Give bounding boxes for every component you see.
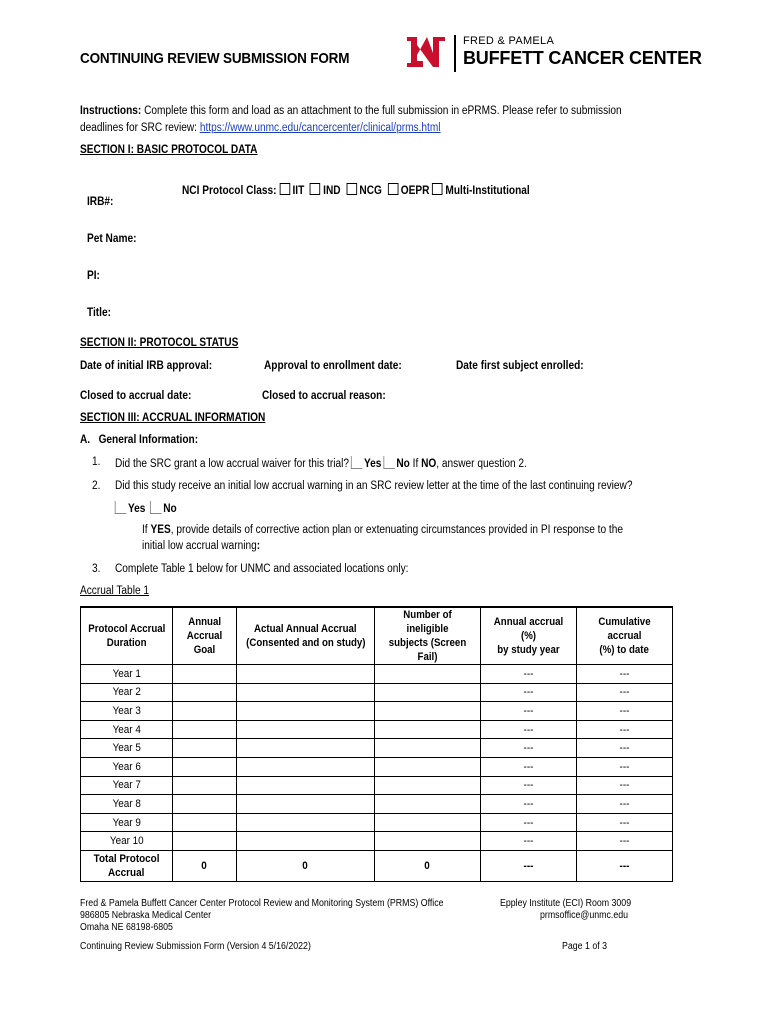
oepr-label: OEPR xyxy=(400,185,430,197)
section1-heading: SECTION I: BASIC PROTOCOL DATA xyxy=(80,144,258,156)
cell-cumulative-pct: --- xyxy=(577,665,673,684)
cell-goal[interactable] xyxy=(173,776,237,795)
cell-actual[interactable] xyxy=(237,832,375,851)
footer-address: 986805 Nebraska Medical Center xyxy=(80,910,212,921)
cell-ineligible[interactable] xyxy=(375,757,481,776)
cell-duration: Year 3 xyxy=(81,702,173,721)
cell-actual[interactable] xyxy=(237,795,375,814)
q1-if-label: If xyxy=(412,458,419,470)
question-1 xyxy=(115,456,527,470)
q2-yes-label: Yes xyxy=(127,503,146,515)
cell-ineligible[interactable] xyxy=(375,795,481,814)
cell-goal[interactable] xyxy=(173,665,237,684)
cell-goal[interactable] xyxy=(173,702,237,721)
q1-no-label: No xyxy=(396,458,410,470)
ind-label: IND xyxy=(323,185,341,197)
cell-actual[interactable] xyxy=(237,702,375,721)
table-row xyxy=(81,813,673,832)
cell-actual[interactable] xyxy=(237,776,375,795)
cell-ineligible[interactable] xyxy=(375,702,481,721)
cell-goal[interactable] xyxy=(173,757,237,776)
q1-no-checkbox[interactable] xyxy=(383,456,394,469)
iit-checkbox[interactable] xyxy=(279,183,290,195)
general-info-heading xyxy=(80,434,198,446)
cell-goal[interactable] xyxy=(173,720,237,739)
cell-ineligible[interactable] xyxy=(375,739,481,758)
logo-divider xyxy=(454,35,456,72)
prms-link[interactable]: https://www.unmc.edu/cancercenter/clinical/prms.html xyxy=(199,122,441,134)
cell-cumulative-pct: --- xyxy=(577,683,673,702)
footer-room: Eppley Institute (ECI) Room 3009 xyxy=(500,898,632,909)
question-1-number: 1. xyxy=(92,456,101,468)
cell-cumulative-pct: --- xyxy=(577,795,673,814)
cell-goal[interactable] xyxy=(173,683,237,702)
header-annual-pct: Annual accrual (%) by study year xyxy=(481,607,577,665)
cell-goal[interactable] xyxy=(173,795,237,814)
cell-annual-pct: --- xyxy=(481,776,577,795)
header-annual-goal: Annual Accrual Goal xyxy=(173,607,237,665)
question-3-text: Complete Table 1 below for UNMC and associated locations only: xyxy=(115,563,409,575)
footer-version: Continuing Review Submission Form (Version 4 5/16/2022) xyxy=(80,941,311,952)
cell-annual-pct: --- xyxy=(481,795,577,814)
cell-annual-pct: --- xyxy=(481,813,577,832)
multi-institutional-checkbox[interactable] xyxy=(432,183,443,195)
cell-actual[interactable] xyxy=(237,757,375,776)
cell-ineligible[interactable] xyxy=(375,813,481,832)
closed-reason-label: Closed to accrual reason: xyxy=(262,390,386,402)
header-actual-accrual: Actual Annual Accrual (Consented and on study) xyxy=(237,607,375,665)
form-title: CONTINUING REVIEW SUBMISSION FORM xyxy=(80,50,350,67)
ind-checkbox[interactable] xyxy=(310,183,321,195)
cell-duration: Year 1 xyxy=(81,665,173,684)
cell-cumulative-pct: --- xyxy=(577,702,673,721)
question-1-text: Did the SRC grant a low accrual waiver for this trial? xyxy=(115,458,349,470)
cell-cumulative-pct: --- xyxy=(577,720,673,739)
q2-no-checkbox[interactable] xyxy=(150,501,161,514)
approval-enrollment-label: Approval to enrollment date: xyxy=(264,360,402,372)
pet-name-field-label: Pet Name: xyxy=(87,233,137,245)
iit-label: IIT xyxy=(292,185,305,197)
cell-duration: Year 7 xyxy=(81,776,173,795)
question-2-number: 2. xyxy=(92,480,101,492)
total-cumulative-pct: --- xyxy=(577,850,673,881)
q2-no-label: No xyxy=(163,503,177,515)
cell-actual[interactable] xyxy=(237,720,375,739)
cell-duration: Year 8 xyxy=(81,795,173,814)
cell-annual-pct: --- xyxy=(481,757,577,776)
total-row xyxy=(81,850,673,881)
cell-actual[interactable] xyxy=(237,739,375,758)
section2-heading: SECTION II: PROTOCOL STATUS xyxy=(80,337,239,349)
q1-tail: , answer question 2. xyxy=(436,458,527,470)
page-number: Page 1 of 3 xyxy=(562,941,608,952)
header-cumulative-pct: Cumulative accrual (%) to date xyxy=(577,607,673,665)
instructions-text: Complete this form and load as an attachment to the full submission in ePRMS. Please refer to submission xyxy=(144,105,622,117)
multi-institutional-label: Multi-Institutional xyxy=(445,185,530,197)
total-actual: 0 xyxy=(237,850,375,881)
footer-email[interactable]: prmsoffice@unmc.edu xyxy=(540,910,629,921)
q2-detail-text: , provide details of corrective action plan or extenuating circumstances provided in PI response to the xyxy=(170,524,623,536)
cell-annual-pct: --- xyxy=(481,665,577,684)
ncg-checkbox[interactable] xyxy=(346,183,357,195)
accrual-table-header-row xyxy=(81,607,673,665)
nci-protocol-class xyxy=(182,183,530,197)
q2-detail-line2 xyxy=(142,540,260,552)
oepr-checkbox[interactable] xyxy=(388,183,399,195)
table-row xyxy=(81,795,673,814)
accrual-table-caption: Accrual Table 1 xyxy=(80,585,150,597)
q2-detail-text-2: initial low accrual warning xyxy=(142,540,257,552)
footer-city: Omaha NE 68198-6805 xyxy=(80,922,173,933)
footer-office: Fred & Pamela Buffett Cancer Center Protocol Review and Monitoring System (PRMS) Office xyxy=(80,898,444,909)
title-field-label: Title: xyxy=(87,307,111,319)
header-duration: Protocol Accrual Duration xyxy=(81,607,173,665)
unmc-n-logo-icon xyxy=(405,33,447,71)
cell-annual-pct: --- xyxy=(481,739,577,758)
total-annual-pct: --- xyxy=(481,850,577,881)
q2-yes-checkbox[interactable] xyxy=(115,501,126,514)
cell-ineligible[interactable] xyxy=(375,665,481,684)
cell-ineligible[interactable] xyxy=(375,832,481,851)
table-row xyxy=(81,776,673,795)
q1-yes-checkbox[interactable] xyxy=(351,456,362,469)
cell-duration: Year 5 xyxy=(81,739,173,758)
cell-duration: Year 2 xyxy=(81,683,173,702)
q1-yes-label: Yes xyxy=(363,458,382,470)
total-label: Total Protocol Accrual xyxy=(81,850,173,881)
nci-label: NCI Protocol Class: xyxy=(182,185,277,197)
first-subject-label: Date first subject enrolled: xyxy=(456,360,584,372)
pi-field-label: PI: xyxy=(87,270,100,282)
instructions-line2 xyxy=(80,122,441,134)
cell-cumulative-pct: --- xyxy=(577,776,673,795)
q2-detail-colon: : xyxy=(256,540,261,552)
cell-duration: Year 6 xyxy=(81,757,173,776)
cell-goal[interactable] xyxy=(173,813,237,832)
cell-ineligible[interactable] xyxy=(375,776,481,795)
q1-if-no-label: NO xyxy=(421,458,437,470)
table-row xyxy=(81,832,673,851)
table-row xyxy=(81,739,673,758)
header-ineligible: Number of ineligible subjects (Screen Fail) xyxy=(375,607,481,665)
accrual-table xyxy=(80,606,673,882)
general-info-number: A. xyxy=(80,434,91,446)
table-row xyxy=(81,757,673,776)
q2-if-yes-label: YES xyxy=(150,524,171,536)
cell-ineligible[interactable] xyxy=(375,683,481,702)
accrual-table-body xyxy=(81,665,673,882)
question-2-options xyxy=(113,501,177,515)
total-goal: 0 xyxy=(173,850,237,881)
q2-if-label: If xyxy=(142,524,148,536)
q2-detail-line1 xyxy=(142,524,623,536)
total-ineligible: 0 xyxy=(375,850,481,881)
cell-annual-pct: --- xyxy=(481,720,577,739)
cell-goal[interactable] xyxy=(173,832,237,851)
cell-annual-pct: --- xyxy=(481,832,577,851)
table-row xyxy=(81,720,673,739)
logo-subtitle: FRED & PAMELA xyxy=(463,35,555,47)
cell-actual[interactable] xyxy=(237,665,375,684)
general-info-label: General Information: xyxy=(98,434,199,446)
cell-actual[interactable] xyxy=(237,683,375,702)
section3-heading: SECTION III: ACCRUAL INFORMATION xyxy=(80,412,266,424)
cell-annual-pct: --- xyxy=(481,702,577,721)
buffett-cancer-center-logo xyxy=(405,33,725,75)
cell-goal[interactable] xyxy=(173,739,237,758)
cell-cumulative-pct: --- xyxy=(577,832,673,851)
question-2-text: Did this study receive an initial low accrual warning in an SRC review letter at the time of the last continuing review? xyxy=(115,480,633,492)
instructions-label: Instructions: xyxy=(80,105,142,117)
cell-duration: Year 9 xyxy=(81,813,173,832)
cell-ineligible[interactable] xyxy=(375,720,481,739)
irb-field-label: IRB#: xyxy=(87,196,114,208)
ncg-label: NCG xyxy=(359,185,382,197)
cell-cumulative-pct: --- xyxy=(577,757,673,776)
instructions-deadline-text: deadlines for SRC review: xyxy=(80,122,197,134)
table-row xyxy=(81,665,673,684)
closed-date-label: Closed to accrual date: xyxy=(80,390,192,402)
instructions-line1 xyxy=(80,105,622,117)
question-3-number: 3. xyxy=(92,563,101,575)
table-row xyxy=(81,683,673,702)
cell-duration: Year 4 xyxy=(81,720,173,739)
table-row xyxy=(81,702,673,721)
logo-title: BUFFETT CANCER CENTER xyxy=(463,48,702,68)
cell-annual-pct: --- xyxy=(481,683,577,702)
initial-irb-label: Date of initial IRB approval: xyxy=(80,360,213,372)
cell-actual[interactable] xyxy=(237,813,375,832)
cell-cumulative-pct: --- xyxy=(577,739,673,758)
cell-cumulative-pct: --- xyxy=(577,813,673,832)
cell-duration: Year 10 xyxy=(81,832,173,851)
